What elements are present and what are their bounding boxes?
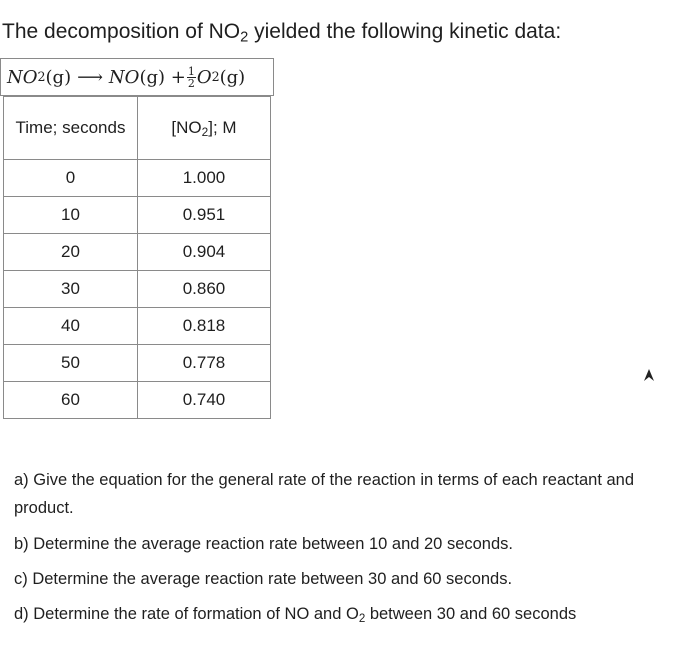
- eq-product1-state: (g) +: [139, 66, 186, 88]
- cell-time: 40: [4, 308, 138, 345]
- header-conc-sub: 2: [201, 124, 209, 139]
- table-row: [4, 234, 271, 271]
- eq-frac-den: 2: [187, 76, 195, 90]
- cell-conc: 0.904: [138, 234, 271, 271]
- cell-time: 10: [4, 197, 138, 234]
- question-d: [14, 600, 686, 628]
- eq-fraction: [187, 66, 196, 89]
- question-d-post: between 30 and 60 seconds: [365, 605, 577, 623]
- cell-conc: 0.860: [138, 271, 271, 308]
- eq-arrow: ⟶: [77, 66, 103, 88]
- title-text-prefix: The decomposition of NO: [2, 20, 241, 43]
- question-d-pre: d) Determine the rate of formation of NO and O: [14, 605, 359, 623]
- cell-conc: 0.951: [138, 197, 271, 234]
- table-row: [4, 197, 271, 234]
- table-row: [4, 345, 271, 382]
- question-d-sub: 2: [358, 612, 366, 625]
- title-subscript: 2: [240, 29, 249, 46]
- cell-conc: 1.000: [138, 160, 271, 197]
- question-a: a) Give the equation for the general rate of the reaction in terms of each reactant and product.: [14, 471, 635, 517]
- question-c: c) Determine the average reaction rate between 30 and 60 seconds.: [14, 570, 513, 588]
- cell-time: 60: [4, 382, 138, 419]
- title-text-suffix: yielded the following kinetic data:: [248, 20, 562, 43]
- question-list: [14, 466, 686, 628]
- eq-frac-num: 1: [187, 64, 195, 78]
- reaction-equation: NO 2 (g) ⟶ NO (g) + $\frac{1}{2}$ O 2 (g): [0, 58, 274, 96]
- header-conc-post: ]; M: [208, 118, 237, 137]
- cursor-arrow-icon: [643, 368, 655, 382]
- eq-reactant-state: (g): [45, 66, 72, 88]
- cell-time: 30: [4, 271, 138, 308]
- cell-conc: 0.818: [138, 308, 271, 345]
- page-title: [2, 20, 561, 44]
- header-conc-pre: [NO: [171, 118, 202, 137]
- table-row: [4, 271, 271, 308]
- cell-conc: 0.740: [138, 382, 271, 419]
- table-row: [4, 308, 271, 345]
- table-row: [4, 382, 271, 419]
- cell-time: 20: [4, 234, 138, 271]
- cell-conc: 0.778: [138, 345, 271, 382]
- table-header-row: [4, 97, 271, 160]
- eq-product1: NO: [108, 66, 140, 88]
- table-row: [4, 160, 271, 197]
- eq-product2: O: [196, 66, 212, 88]
- kinetic-data-table: [3, 96, 271, 419]
- header-time: Time; seconds: [4, 97, 138, 160]
- eq-product2-state: (g): [219, 66, 246, 88]
- question-b: b) Determine the average reaction rate between 10 and 20 seconds.: [14, 535, 513, 553]
- cell-time: 0: [4, 160, 138, 197]
- cell-time: 50: [4, 345, 138, 382]
- eq-reactant: NO: [7, 66, 38, 88]
- header-concentration: [138, 97, 271, 160]
